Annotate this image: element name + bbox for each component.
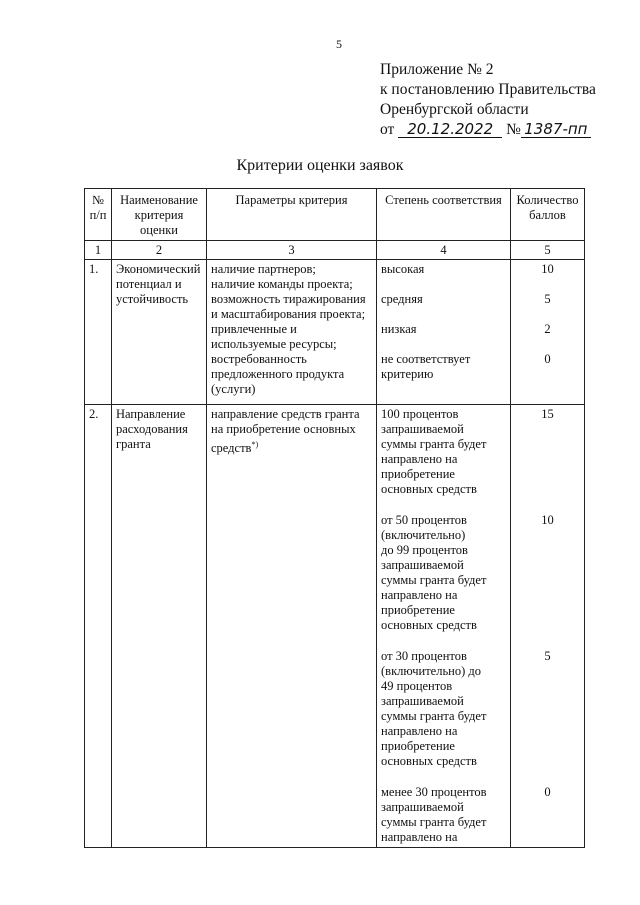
level-text: запрашиваемой [381, 694, 464, 708]
param-line: направление средств гранта [211, 407, 360, 421]
level-text: направлено на [381, 452, 458, 466]
level-text: основных средств [381, 754, 477, 768]
param-line: предложенного продукта [211, 367, 345, 381]
column-number: 2 [112, 241, 207, 260]
level-text: суммы гранта будет [381, 815, 487, 829]
decree-number: 1387-пп [521, 121, 591, 138]
score-value: 2 [544, 322, 551, 336]
score-value: 5 [544, 292, 551, 306]
level-text: приобретение [381, 603, 455, 617]
level-text: (включительно) до [381, 664, 481, 678]
column-number: 4 [377, 241, 511, 260]
header-cell: Наименование критерия оценки [112, 189, 207, 241]
criterion-name: Направление расходования гранта [112, 405, 207, 848]
header-cell: Параметры критерия [207, 189, 377, 241]
level-text: высокая [381, 262, 425, 276]
param-line: на приобретение основных [211, 422, 356, 436]
level-text: запрашиваемой [381, 800, 464, 814]
header-cell: Количество баллов [511, 189, 585, 241]
level-text: (включительно) [381, 528, 466, 542]
appendix-line-2: к постановлению Правительства [380, 81, 596, 98]
header-cell: № п/п [85, 189, 112, 241]
level-text: от 50 процентов [381, 513, 467, 527]
level-text: суммы гранта будет [381, 709, 487, 723]
level-text: приобретение [381, 467, 455, 481]
column-number-row [85, 241, 585, 260]
row-number: 2. [85, 405, 112, 848]
number-label: № [506, 121, 521, 138]
param-line: привлеченные и [211, 322, 297, 336]
appendix-line-1: Приложение № 2 [380, 61, 494, 78]
criterion-params [207, 260, 377, 405]
appendix-date-line [380, 120, 596, 140]
level-block [381, 513, 506, 649]
level-text: приобретение [381, 739, 455, 753]
score-value: 15 [541, 407, 554, 421]
param-text: средств [211, 441, 252, 456]
level-text: 100 процентов [381, 407, 459, 421]
compliance-levels [377, 260, 511, 405]
param-line: наличие команды проекта; [211, 277, 353, 291]
level-text: низкая [381, 322, 417, 336]
score-value: 5 [544, 649, 551, 663]
score-value: 10 [541, 262, 554, 276]
score-value: 0 [544, 785, 551, 799]
level-text: направлено на [381, 588, 458, 602]
level-text: не соответствует [381, 352, 471, 366]
level-text: до 99 процентов [381, 543, 468, 557]
level-text: запрашиваемой [381, 558, 464, 572]
level-text: основных средств [381, 482, 477, 496]
criterion-name: Экономический потенциал и устойчивость [112, 260, 207, 405]
param-line: (услуги) [211, 382, 256, 396]
column-number: 1 [85, 241, 112, 260]
column-number: 5 [511, 241, 585, 260]
header-cell: Степень соответствия [377, 189, 511, 241]
score-value: 10 [541, 513, 554, 527]
param-line [211, 437, 372, 456]
level-text: менее 30 процентов [381, 785, 487, 799]
level-text: запрашиваемой [381, 422, 464, 436]
criteria-table [84, 188, 585, 848]
compliance-levels [377, 405, 511, 848]
level-block [381, 649, 506, 785]
score-value: 0 [544, 352, 551, 366]
param-line: наличие партнеров; [211, 262, 316, 276]
level-text: суммы гранта будет [381, 573, 487, 587]
table-row [85, 260, 585, 405]
criterion-params [207, 405, 377, 848]
level-text: направлено на [381, 830, 458, 844]
document-title: Критерии оценки заявок [236, 157, 404, 174]
decree-date: 20.12.2022 [398, 121, 502, 138]
level-text: критерию [381, 367, 434, 381]
level-block [381, 407, 506, 513]
level-text: средняя [381, 292, 423, 306]
param-line: и масштабирования проекта; [211, 307, 366, 321]
level-text: 49 процентов [381, 679, 453, 693]
level-text: направлено на [381, 724, 458, 738]
column-number: 3 [207, 241, 377, 260]
scores [511, 260, 585, 405]
footnote-mark: *) [251, 440, 259, 449]
appendix-heading [380, 60, 596, 140]
param-line: возможность тиражирования [211, 292, 366, 306]
scores [511, 405, 585, 848]
row-number: 1. [85, 260, 112, 405]
level-text: от 30 процентов [381, 649, 467, 663]
level-text: основных средств [381, 618, 477, 632]
level-block [381, 785, 506, 845]
page-number: 5 [336, 37, 342, 51]
param-line: используемые ресурсы; [211, 337, 337, 351]
table-row [85, 405, 585, 848]
param-line: востребованность [211, 352, 307, 366]
appendix-line-3: Оренбургской области [380, 101, 529, 118]
header-row [85, 189, 585, 241]
level-text: суммы гранта будет [381, 437, 487, 451]
from-label: от [380, 121, 395, 138]
